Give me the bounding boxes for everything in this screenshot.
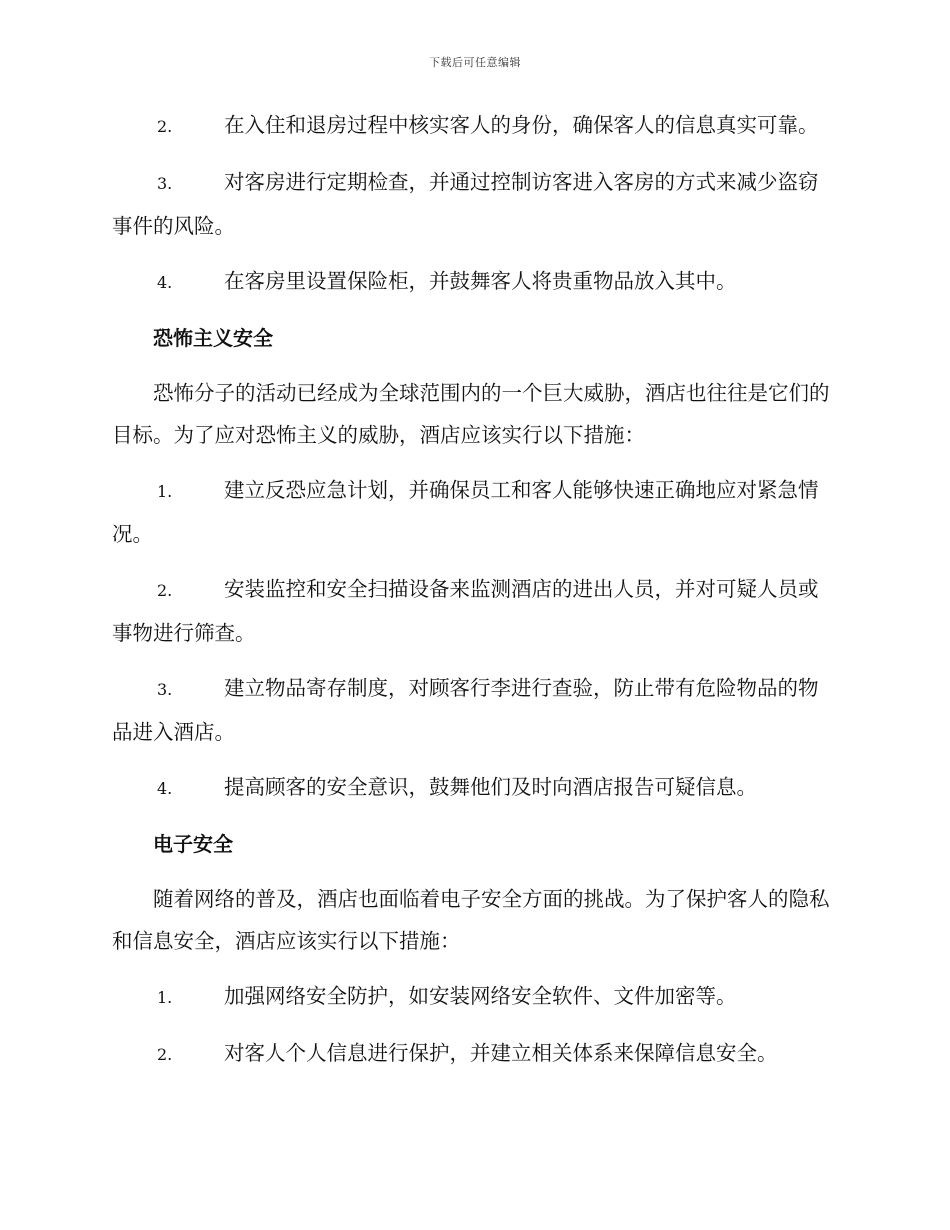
list-item-text: 在客房里设置保险柜，并鼓舞客人将贵重物品放入其中。 [224,269,737,293]
list-item [112,1032,838,1076]
paragraph: 恐怖分子的活动已经成为全球范围内的一个巨大威胁，酒店也往往是它们的目标。为了应对恐怖主义的威胁，酒店应该实行以下措施： [112,381,830,447]
list-item-text: 建立物品寄存制度，对顾客行李进行查验，防止带有危险物品的物品进入酒店。 [112,676,819,744]
list-item-number: 3. [157,680,173,699]
list-item-number: 2. [157,581,173,600]
list-item-text: 在入住和退房过程中核实客人的身份，确保客人的信息真实可靠。 [224,113,819,137]
list-item [112,104,838,148]
list-item-text: 安装监控和安全扫描设备来监测酒店的进出人员，并对可疑人员或事物进行筛查。 [112,577,819,645]
section-heading-terrorism-security: 恐怖主义安全 [153,326,273,350]
document-body [112,104,838,1089]
list-item [112,469,838,555]
list-item-number: 2. [157,117,173,136]
list-item-number: 1. [157,482,173,501]
page-header: 下载后可任意编辑 [429,56,521,69]
paragraph: 随着网络的普及，酒店也面临着电子安全方面的挑战。为了保护客人的隐私和信息安全，酒店应该实行以下措施： [112,887,830,953]
list-item [112,975,838,1019]
list-item-text: 对客人个人信息进行保护，并建立相关体系来保障信息安全。 [224,1041,778,1065]
list-item-text: 提高顾客的安全意识，鼓舞他们及时向酒店报告可疑信息。 [224,775,757,799]
list-item-number: 3. [157,174,173,193]
list-item-number: 4. [157,273,173,292]
list-item-number: 2. [157,1045,173,1064]
list-item [112,260,838,304]
list-item-text: 建立反恐应急计划，并确保员工和客人能够快速正确地应对紧急情况。 [112,478,819,546]
list-item [112,161,838,247]
list-item [112,667,838,753]
list-item-text: 加强网络安全防护，如安装网络安全软件、文件加密等。 [224,984,737,1008]
list-item [112,568,838,654]
list-item [112,766,838,810]
list-item-text: 对客房进行定期检查，并通过控制访客进入客房的方式来减少盗窃事件的风险。 [112,170,819,238]
list-item-number: 4. [157,779,173,798]
section-heading-electronic-security: 电子安全 [153,832,233,856]
list-item-number: 1. [157,988,173,1007]
